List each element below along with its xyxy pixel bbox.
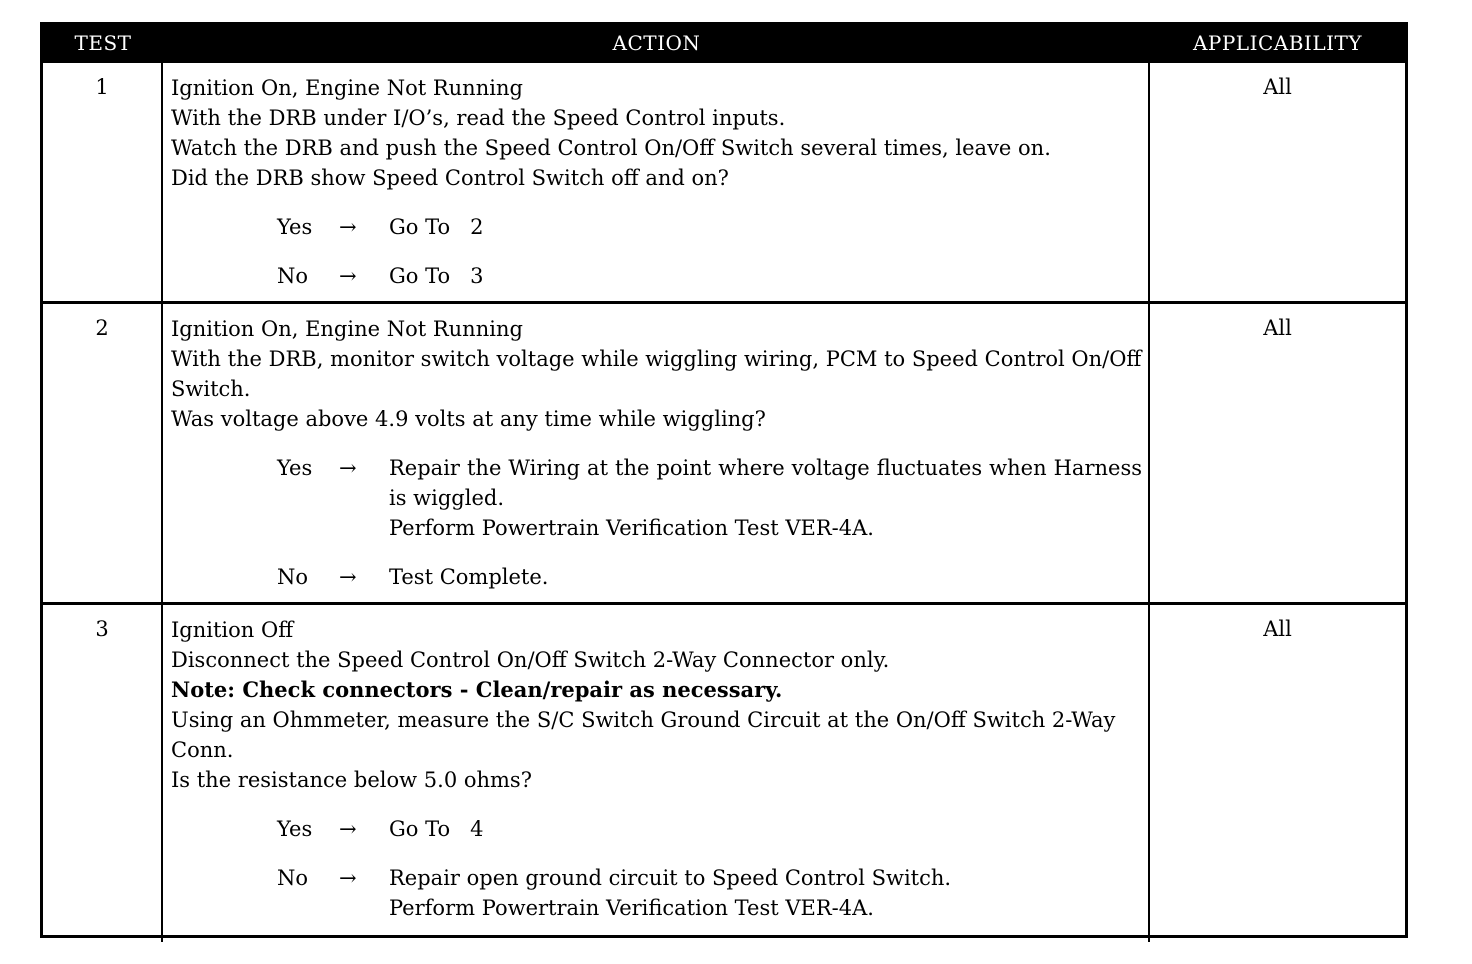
no-result: Test Complete. [389,565,549,589]
no-branch [277,562,1142,592]
yes-result-text-2: Perform Powertrain Verification Test VER-4A. [389,516,874,540]
table-row [43,63,1405,304]
action-line: Did the DRB show Speed Control Switch off and on? [171,166,729,190]
arrow-icon: → [339,866,357,890]
action-line: Ignition Off [171,618,294,642]
branches [171,814,1142,923]
yes-branch [277,453,1142,543]
test-number: 3 [43,605,163,942]
applicability: All [1263,75,1292,99]
action-line: Ignition On, Engine Not Running [171,317,523,341]
header-test: TEST [74,30,132,55]
arrow-icon: → [339,456,357,480]
yes-result: Go To 4 [389,817,484,841]
no-label: No [277,565,309,589]
action-line: With the DRB under I/O’s, read the Speed Control inputs. [171,106,786,130]
action-line: With the DRB, monitor switch voltage while wiggling wiring, PCM to Speed Control On/Off Switch. [171,347,1142,401]
applicability: All [1263,617,1292,641]
arrow-icon: → [339,264,357,288]
action-line: Watch the DRB and push the Speed Control On/Off Switch several times, leave on. [171,136,1051,160]
action-line: Is the resistance below 5.0 ohms? [171,768,532,792]
yes-label: Yes [277,456,313,480]
action-line: Was voltage above 4.9 volts at any time while wiggling? [171,407,766,431]
arrow-icon: → [339,215,357,239]
arrow-icon: → [339,565,357,589]
header-action: ACTION [612,30,701,55]
no-branch [277,261,1142,291]
action-cell [163,304,1150,602]
yes-result-text: Repair the Wiring at the point where voltage fluctuates when Harness is wiggled. [389,456,1142,510]
note-line: Note: Check connectors - Clean/repair as necessary. [171,677,783,702]
action-line: Ignition On, Engine Not Running [171,76,523,100]
action-line: Disconnect the Speed Control On/Off Switch 2-Way Connector only. [171,648,890,672]
table-row [43,605,1405,942]
header-applicability: APPLICABILITY [1192,30,1363,55]
no-result: Go To 3 [389,264,484,288]
diagnostic-table [40,22,1408,938]
no-branch [277,863,1142,923]
table-header [43,25,1405,63]
arrow-icon: → [339,817,357,841]
branches [171,212,1142,291]
yes-label: Yes [277,215,313,239]
yes-label: Yes [277,817,313,841]
action-cell [163,63,1150,301]
no-result-text: Repair open ground circuit to Speed Control Switch. [389,866,952,890]
test-number: 1 [43,63,163,301]
no-result [389,863,1142,923]
table-row [43,304,1405,605]
yes-branch [277,212,1142,242]
yes-result: Go To 2 [389,215,484,239]
branches [171,453,1142,592]
action-cell [163,605,1150,942]
test-number: 2 [43,304,163,602]
yes-result [389,453,1142,543]
action-line: Using an Ohmmeter, measure the S/C Switch Ground Circuit at the On/Off Switch 2-Way Conn. [171,708,1116,762]
no-result-text-2: Perform Powertrain Verification Test VER-4A. [389,896,874,920]
no-label: No [277,866,309,890]
applicability: All [1263,316,1292,340]
no-label: No [277,264,309,288]
yes-branch [277,814,1142,844]
